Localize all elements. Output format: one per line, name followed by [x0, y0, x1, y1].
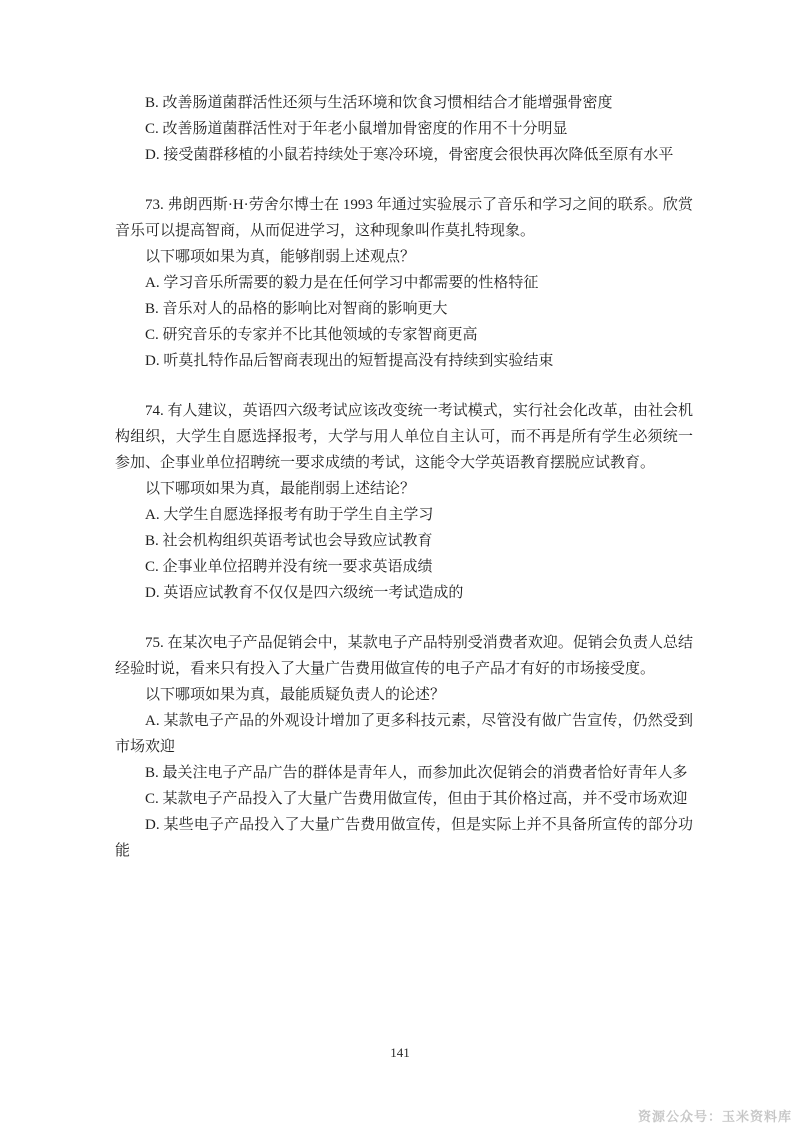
q73-option-a: A. 学习音乐所需要的毅力是在任何学习中都需要的性格特征	[145, 275, 539, 291]
q73-option-b: B. 音乐对人的品格的影响比对智商的影响更大	[145, 301, 448, 317]
question-73-block	[115, 192, 693, 374]
q73-option-c: C. 研究音乐的专家并不比其他领域的专家智商更高	[145, 327, 478, 343]
q74-option-d: D. 英语应试教育不仅仅是四六级统一考试造成的	[145, 585, 464, 601]
question-74-block	[115, 398, 693, 606]
document-content	[115, 90, 693, 888]
q74-option-a: A. 大学生自愿选择报考有助于学生自主学习	[145, 507, 434, 523]
q75-option-d: D. 某些电子产品投入了大量广告费用做宣传，但是实际上并不具备所宣传的部分功能	[115, 817, 693, 859]
q75-prompt: 以下哪项如果为真，最能质疑负责人的论述？	[145, 687, 446, 703]
q74-stem: 74. 有人建议，英语四六级考试应该改变统一考试模式，实行社会化改革，由社会机构组织，大学生自愿选择报考，大学与用人单位自主认可，而不再是所有学生必须统一参加、企事业单位招聘统一要求成绩的考试，这能令大学英语教育摆脱应试教育。	[115, 403, 693, 471]
question-75-block	[115, 630, 693, 864]
q75-option-c: C. 某款电子产品投入了大量广告费用做宣传，但由于其价格过高，并不受市场欢迎	[145, 791, 688, 807]
watermark-text: 资源公众号：玉米资料库	[637, 1109, 792, 1124]
q73-prompt: 以下哪项如果为真，能够削弱上述观点？	[145, 249, 416, 265]
q72-option-c: C. 改善肠道菌群活性对于年老小鼠增加骨密度的作用不十分明显	[145, 121, 568, 137]
q75-option-a: A. 某款电子产品的外观设计增加了更多科技元素，尽管没有做广告宣传，仍然受到市场欢迎	[115, 713, 693, 755]
q73-option-d: D. 听莫扎特作品后智商表现出的短暂提高没有持续到实验结束	[145, 353, 554, 369]
page-number: 141	[390, 1045, 410, 1060]
q74-prompt: 以下哪项如果为真，最能削弱上述结论？	[145, 481, 416, 497]
q74-option-b: B. 社会机构组织英语考试也会导致应试教育	[145, 533, 433, 549]
q73-stem: 73. 弗朗西斯·H·劳舍尔博士在 1993 年通过实验展示了音乐和学习之间的联系。欣赏音乐可以提高智商，从而促进学习，这种现象叫作莫扎特现象。	[115, 197, 693, 239]
q72-option-b: B. 改善肠道菌群活性还须与生活环境和饮食习惯相结合才能增强骨密度	[145, 95, 613, 111]
q75-stem: 75. 在某次电子产品促销会中，某款电子产品特别受消费者欢迎。促销会负责人总结经验时说，看来只有投入了大量广告费用做宣传的电子产品才有好的市场接受度。	[115, 635, 693, 677]
q74-option-c: C. 企事业单位招聘并没有统一要求英语成绩	[145, 559, 433, 575]
question-72-options-block	[115, 90, 693, 168]
q72-option-d: D. 接受菌群移植的小鼠若持续处于寒冷环境，骨密度会很快再次降低至原有水平	[145, 147, 674, 163]
q75-option-b: B. 最关注电子产品广告的群体是青年人，而参加此次促销会的消费者恰好青年人多	[145, 765, 688, 781]
